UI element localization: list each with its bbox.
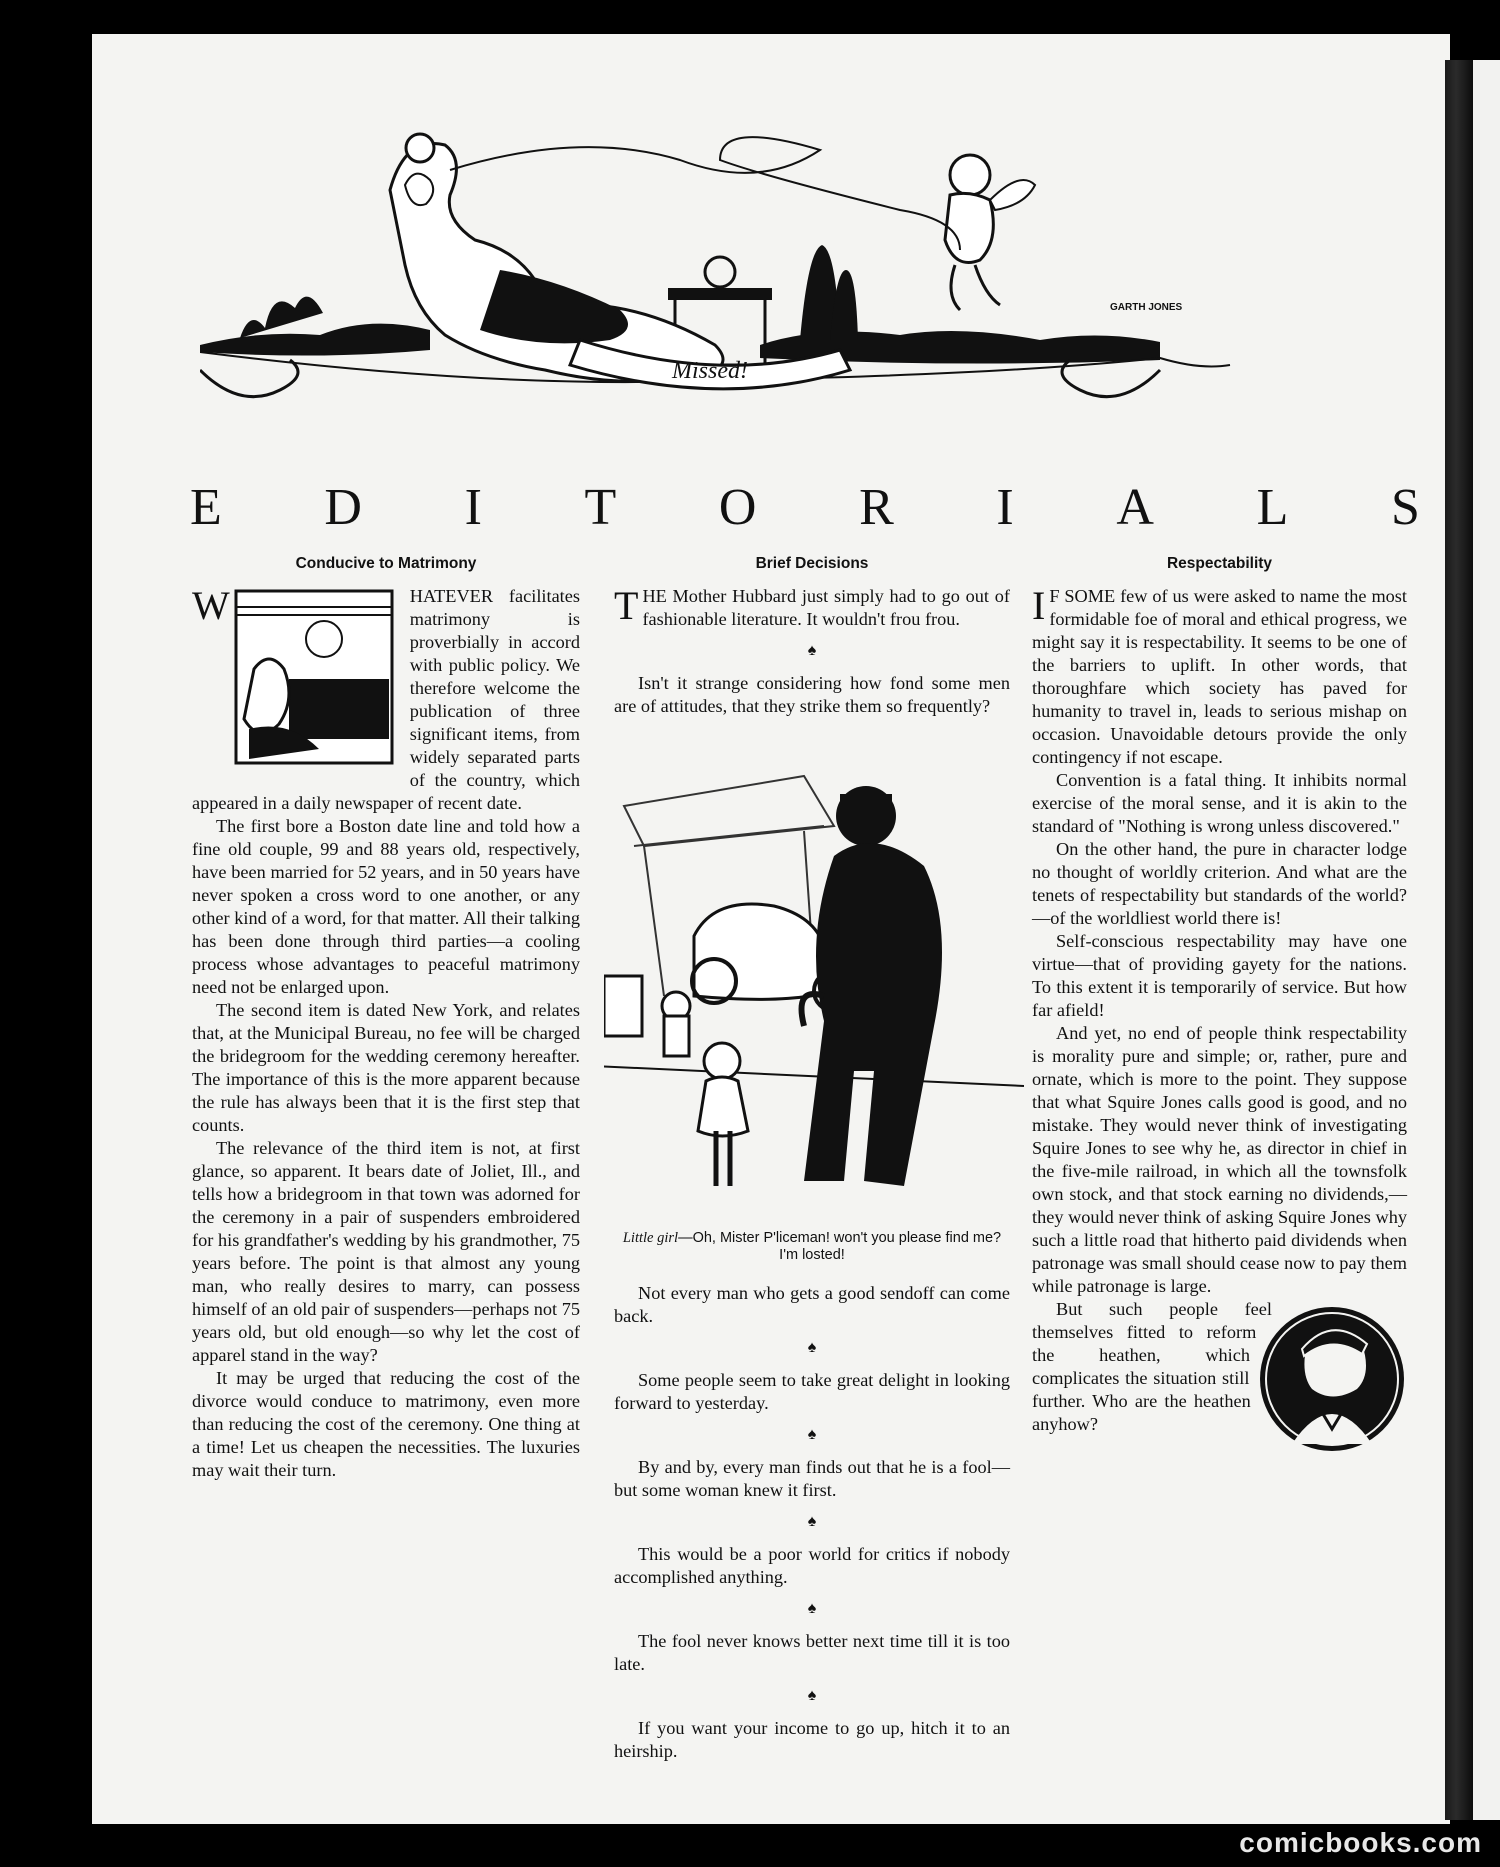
japanese-figure-illustration bbox=[234, 589, 394, 765]
spade-icon: ♠ bbox=[807, 1513, 817, 1530]
article-heading: Brief Decisions bbox=[755, 555, 869, 572]
spade-icon: ♠ bbox=[807, 642, 817, 659]
article-paragraph: Convention is a fatal thing. It inhibits normal exercise of the moral sense, and it is akin to the standard of "Nothing is wrong unless discovered." bbox=[1032, 770, 1407, 836]
title-letter: E bbox=[190, 479, 222, 536]
title-letter: S bbox=[1390, 479, 1420, 536]
article-heading: Conducive to Matrimony bbox=[295, 555, 477, 572]
drop-cap: I bbox=[1032, 583, 1046, 628]
site-watermark: comicbooks.com bbox=[1239, 1827, 1482, 1858]
missed-banner-illustration bbox=[200, 130, 1240, 460]
spade-icon: ♠ bbox=[807, 1426, 817, 1443]
column-conducive-to-matrimony bbox=[192, 552, 580, 1482]
title-letter: A bbox=[1116, 479, 1154, 536]
drop-cap: T bbox=[614, 583, 639, 628]
article-paragraph: It may be urged that reducing the cost of the divorce would conduce to matrimony, even more than reducing the cost of the ceremony. One thing at a time! Let us cheapen the necessities. The luxuries may wait their turn. bbox=[192, 1368, 580, 1480]
caption-speaker: Little girl bbox=[622, 1230, 679, 1246]
article-paragraph: Self-conscious respectability may have one virtue—that of providing gayety for the nations. To this extent it is temporarily of service. But how far afield! bbox=[1032, 931, 1407, 1020]
woman-portrait-illustration bbox=[1257, 1304, 1407, 1454]
article-paragraph: Isn't it strange considering how fond some men are of attitudes, that they strike them so frequently? bbox=[614, 673, 1010, 716]
spade-icon: ♠ bbox=[807, 1600, 817, 1617]
title-letter: O bbox=[718, 479, 757, 536]
article-paragraph: THE Mother Hubbard just simply had to go out of fashionable literature. It wouldn't frou frou. bbox=[614, 583, 1010, 629]
title-letter: R bbox=[859, 479, 894, 536]
article-paragraph: I F SOME few of us were asked to name the most formidable foe of moral and ethical progress, we might say it is respectability. It seems to be one of the barriers to uplift. In other words, that thoroughfare which society has paved for humanity to travel in, leads to serious mishap on occasion. Unavoidable detours provide the only contingency if not escape. bbox=[1032, 583, 1407, 767]
title-letter: I bbox=[464, 479, 482, 536]
policeman-cartoon-illustration bbox=[604, 736, 1024, 1226]
spade-icon: ♠ bbox=[807, 1339, 817, 1356]
title-letter: D bbox=[324, 479, 362, 536]
article-paragraph: W HATEVER facilitates matrimony is proverbially in accord with public policy. We therefore welcome the publication of three significant items, from widely separated parts of the country, which appeared in a daily newspaper of recent date. bbox=[192, 583, 580, 813]
ribbon-text: Missed! bbox=[672, 358, 748, 384]
epigram: This would be a poor world for critics if nobody accomplished anything. bbox=[614, 1544, 1010, 1587]
artist-signature: GARTH JONES bbox=[1110, 302, 1183, 313]
epigram: The fool never knows better next time till it is too late. bbox=[614, 1631, 1010, 1674]
book-spine bbox=[1445, 60, 1473, 1820]
title-letter: I bbox=[996, 479, 1014, 536]
article-paragraph: The second item is dated New York, and relates that, at the Municipal Bureau, no fee will be charged the bridegroom for the wedding ceremony hereafter. The importance of this is the more apparent because the rule has always been that it is the first step that counts. bbox=[192, 1000, 580, 1135]
title-letter: L bbox=[1256, 479, 1289, 536]
article-paragraph: But such people feel themselves fitted to reform the heathen, which complicates the situation still further. Who are the heathen anyhow? bbox=[1032, 1298, 1407, 1436]
spade-icon: ♠ bbox=[807, 1687, 817, 1704]
editorials-title bbox=[190, 478, 1420, 537]
column-brief-decisions bbox=[614, 552, 1010, 1763]
title-letter: T bbox=[584, 479, 617, 536]
article-heading: Respectability bbox=[1166, 555, 1273, 572]
epigram: Not every man who gets a good sendoff can come back. bbox=[614, 1283, 1010, 1326]
article-paragraph: And yet, no end of people think respectability is morality pure and simple; or, rather, pure and ornate, which is more to the point. They suppose that what Squire Jones calls good is good, and no mistake. They would never think of investigating Squire Jones to see why he, as director in chief in the five-mile railroad, in which all the townsfolk own stock, and that stock earning no dividends,—they would never think of asking Squire Jones why such a little road that hitherto paid dividends when patronage was small should cease now to pay them while patronage is large. bbox=[1032, 1023, 1407, 1296]
column-respectability bbox=[1032, 552, 1407, 1454]
cartoon-caption: Little girl—Oh, Mister P'liceman! won't you please find me? I'm losted! bbox=[622, 1230, 1002, 1263]
article-paragraph: The relevance of the third item is not, at first glance, so apparent. It bears date of Joliet, Ill., and tells how a bridegroom in that town was adorned for the ceremony in a pair of suspenders embroidered for his grandfather's wedding by his grandmother, 75 years before. The point is that almost any young man, who really desires to marry, can possess himself of an old pair of suspenders—perhaps not 75 years old, but old enough—so why let the cost of apparel stand in the way? bbox=[192, 1138, 580, 1365]
article-paragraph: The first bore a Boston date line and told how a fine old couple, 99 and 88 years old, respectively, have been married for 52 years, and in 50 years have never spoken a cross word to one another, or any other kind of a word, for that matter. All their talking has been done through third parties—a cooling process whose advantages to peaceful matrimony need not be enlarged upon. bbox=[192, 816, 580, 997]
article-paragraph: On the other hand, the pure in character lodge no thought of worldly criterion. And what are the tenets of respectability but standards of the world?—of the worldliest world there is! bbox=[1032, 839, 1407, 928]
facing-page-edge bbox=[1473, 60, 1500, 1820]
epigram: By and by, every man finds out that he is a fool—but some woman knew it first. bbox=[614, 1457, 1010, 1500]
epigram: If you want your income to go up, hitch it to an heirship. bbox=[614, 1718, 1010, 1761]
drop-cap: W bbox=[192, 583, 230, 628]
epigram: Some people seem to take great delight in looking forward to yesterday. bbox=[614, 1370, 1010, 1413]
